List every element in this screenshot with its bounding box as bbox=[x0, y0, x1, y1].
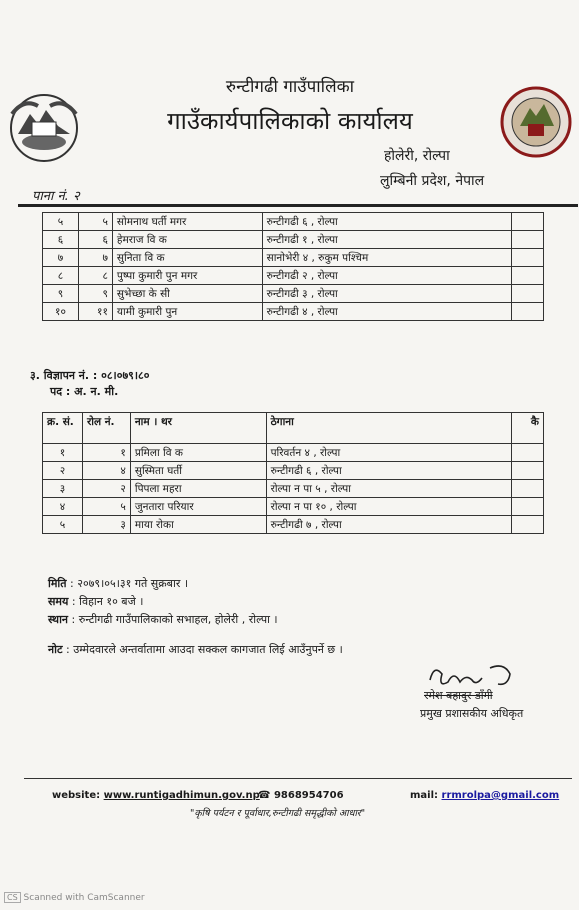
cell-remarks bbox=[512, 462, 544, 480]
mail-link[interactable]: rrmrolpa@gmail.com bbox=[441, 790, 560, 801]
cell-address: परिवर्तन ४ , रोल्पा bbox=[266, 444, 511, 462]
cell-remarks bbox=[512, 498, 544, 516]
table-row bbox=[43, 303, 544, 321]
table-row bbox=[43, 249, 544, 267]
cell-sn: ९ bbox=[43, 285, 79, 303]
cell-sn: ७ bbox=[43, 249, 79, 267]
cell-sn: १ bbox=[43, 444, 83, 462]
cell-sn: ५ bbox=[43, 213, 79, 231]
website-label: website: bbox=[52, 790, 101, 801]
time-line bbox=[48, 594, 143, 609]
ad-number: ३. विज्ञापन नं. : ०८।०७९।८० bbox=[30, 369, 150, 382]
note-label: नोट bbox=[48, 643, 63, 656]
cell-name: सुभेच्छा के सी bbox=[112, 285, 262, 303]
cell-name: जुनतारा परियार bbox=[130, 498, 266, 516]
date-line bbox=[48, 576, 188, 591]
place-line bbox=[48, 612, 278, 627]
cell-address: रुन्टीगढी ३ , रोल्पा bbox=[262, 285, 511, 303]
cell-remarks bbox=[512, 516, 544, 534]
cell-address: रुन्टीगढी ६ , रोल्पा bbox=[262, 213, 511, 231]
cell-remarks bbox=[512, 285, 544, 303]
cell-remarks bbox=[512, 231, 544, 249]
cell-sn: ३ bbox=[43, 480, 83, 498]
table-row bbox=[43, 267, 544, 285]
cell-roll: ५ bbox=[78, 213, 112, 231]
municipality-logo bbox=[500, 86, 572, 158]
nepal-emblem bbox=[8, 92, 80, 164]
cell-roll: ५ bbox=[82, 498, 130, 516]
footer-website bbox=[52, 790, 260, 801]
col-name: नाम । थर bbox=[130, 413, 266, 444]
post-name: पद : अ. न. मी. bbox=[50, 385, 119, 398]
cell-sn: २ bbox=[43, 462, 83, 480]
office-name: गाउँकार्यपालिकाको कार्यालय bbox=[167, 107, 413, 135]
cell-name: सोमनाथ घर्ती मगर bbox=[112, 213, 262, 231]
cell-roll: १ bbox=[82, 444, 130, 462]
address-line1: होलेरी, रोल्पा bbox=[384, 148, 450, 164]
date-label: मिति bbox=[48, 577, 67, 590]
cell-name: पुष्पा कुमारी पुन मगर bbox=[112, 267, 262, 285]
footer-divider bbox=[24, 778, 572, 779]
table-row bbox=[43, 516, 544, 534]
cell-sn: १० bbox=[43, 303, 79, 321]
table-row bbox=[43, 462, 544, 480]
camscanner-watermark bbox=[4, 892, 145, 903]
cell-sn: ८ bbox=[43, 267, 79, 285]
cell-roll: ८ bbox=[78, 267, 112, 285]
cell-roll: ६ bbox=[78, 231, 112, 249]
note-value: : उम्मेदवारले अन्तर्वातामा आउदा सक्कल कागजात लिई आउँनुपर्ने छ । bbox=[66, 643, 343, 656]
cell-address: रुन्टीगढी ६ , रोल्पा bbox=[266, 462, 511, 480]
cell-name: माया रोका bbox=[130, 516, 266, 534]
cell-address: रोल्पा न पा १० , रोल्पा bbox=[266, 498, 511, 516]
cell-remarks bbox=[512, 444, 544, 462]
cell-remarks bbox=[512, 213, 544, 231]
phone-icon: ☎ bbox=[258, 790, 271, 801]
mail-label: mail: bbox=[410, 790, 439, 801]
cell-roll: ४ bbox=[82, 462, 130, 480]
page-number: पाना नं. २ bbox=[30, 186, 98, 205]
date-value: : २०७९।०५।३१ गते सुक्रबार । bbox=[70, 577, 188, 590]
motto: "कृषि पर्यटन र पूर्वाधार,रुन्टीगढी समृद्धीको आधार" bbox=[190, 808, 366, 819]
time-label: समय bbox=[48, 595, 69, 608]
note-line bbox=[48, 642, 343, 657]
cell-address: रुन्टीगढी ४ , रोल्पा bbox=[262, 303, 511, 321]
cell-roll: ९ bbox=[78, 285, 112, 303]
cell-sn: ६ bbox=[43, 231, 79, 249]
signatory-name: रमेश बहादुर डाँगी bbox=[424, 689, 493, 702]
candidate-table bbox=[42, 412, 544, 534]
col-sn: क्र. सं. bbox=[43, 413, 83, 444]
col-roll: रोल नं. bbox=[82, 413, 130, 444]
place-label: स्थान bbox=[48, 613, 69, 626]
footer-mail bbox=[410, 790, 559, 801]
table-row bbox=[43, 480, 544, 498]
time-value: : विहान १० बजे । bbox=[71, 595, 144, 608]
cell-remarks bbox=[512, 249, 544, 267]
signatory-title: प्रमुख प्रशासकीय अधिकृत bbox=[420, 707, 524, 720]
cell-roll: ३ bbox=[82, 516, 130, 534]
phone-number: 9868954706 bbox=[273, 790, 344, 801]
table-row bbox=[43, 498, 544, 516]
cell-name: प्रमिला वि क bbox=[130, 444, 266, 462]
cell-address: सानोभेरी ४ , रुकुम पश्चिम bbox=[262, 249, 511, 267]
table-row bbox=[43, 231, 544, 249]
candidate-table-continued bbox=[42, 212, 544, 321]
watermark-text: Scanned with CamScanner bbox=[23, 893, 145, 903]
cell-sn: ५ bbox=[43, 516, 83, 534]
place-value: : रुन्टीगढी गाउँपालिकाको सभाहल, होलेरी , रोल्पा । bbox=[71, 613, 278, 626]
header-divider bbox=[18, 204, 578, 207]
cell-sn: ४ bbox=[43, 498, 83, 516]
cell-roll: ७ bbox=[78, 249, 112, 267]
cell-name: सुनिता वि क bbox=[112, 249, 262, 267]
cell-name: यामी कुमारी पुन bbox=[112, 303, 262, 321]
camscanner-icon: CS bbox=[4, 892, 21, 903]
website-link[interactable]: www.runtigadhimun.gov.np bbox=[103, 790, 260, 801]
cell-name: पिपला महरा bbox=[130, 480, 266, 498]
table-row bbox=[43, 444, 544, 462]
cell-remarks bbox=[512, 267, 544, 285]
col-remarks: कै bbox=[512, 413, 544, 444]
address-line2: लुम्बिनी प्रदेश, नेपाल bbox=[380, 173, 485, 189]
table-row bbox=[43, 285, 544, 303]
cell-address: रुन्टीगढी २ , रोल्पा bbox=[262, 267, 511, 285]
municipality-name: रुन्टीगढी गाउँपालिका bbox=[225, 77, 355, 97]
cell-remarks bbox=[512, 303, 544, 321]
cell-address: रोल्पा न पा ५ , रोल्पा bbox=[266, 480, 511, 498]
cell-address: रुन्टीगढी १ , रोल्पा bbox=[262, 231, 511, 249]
cell-roll: २ bbox=[82, 480, 130, 498]
cell-roll: ११ bbox=[78, 303, 112, 321]
cell-remarks bbox=[512, 480, 544, 498]
table-row bbox=[43, 213, 544, 231]
cell-name: हेमराज वि क bbox=[112, 231, 262, 249]
footer-phone bbox=[258, 790, 344, 801]
col-address: ठेगाना bbox=[266, 413, 511, 444]
cell-address: रुन्टीगढी ७ , रोल्पा bbox=[266, 516, 511, 534]
cell-name: सुस्मिता घर्ती bbox=[130, 462, 266, 480]
